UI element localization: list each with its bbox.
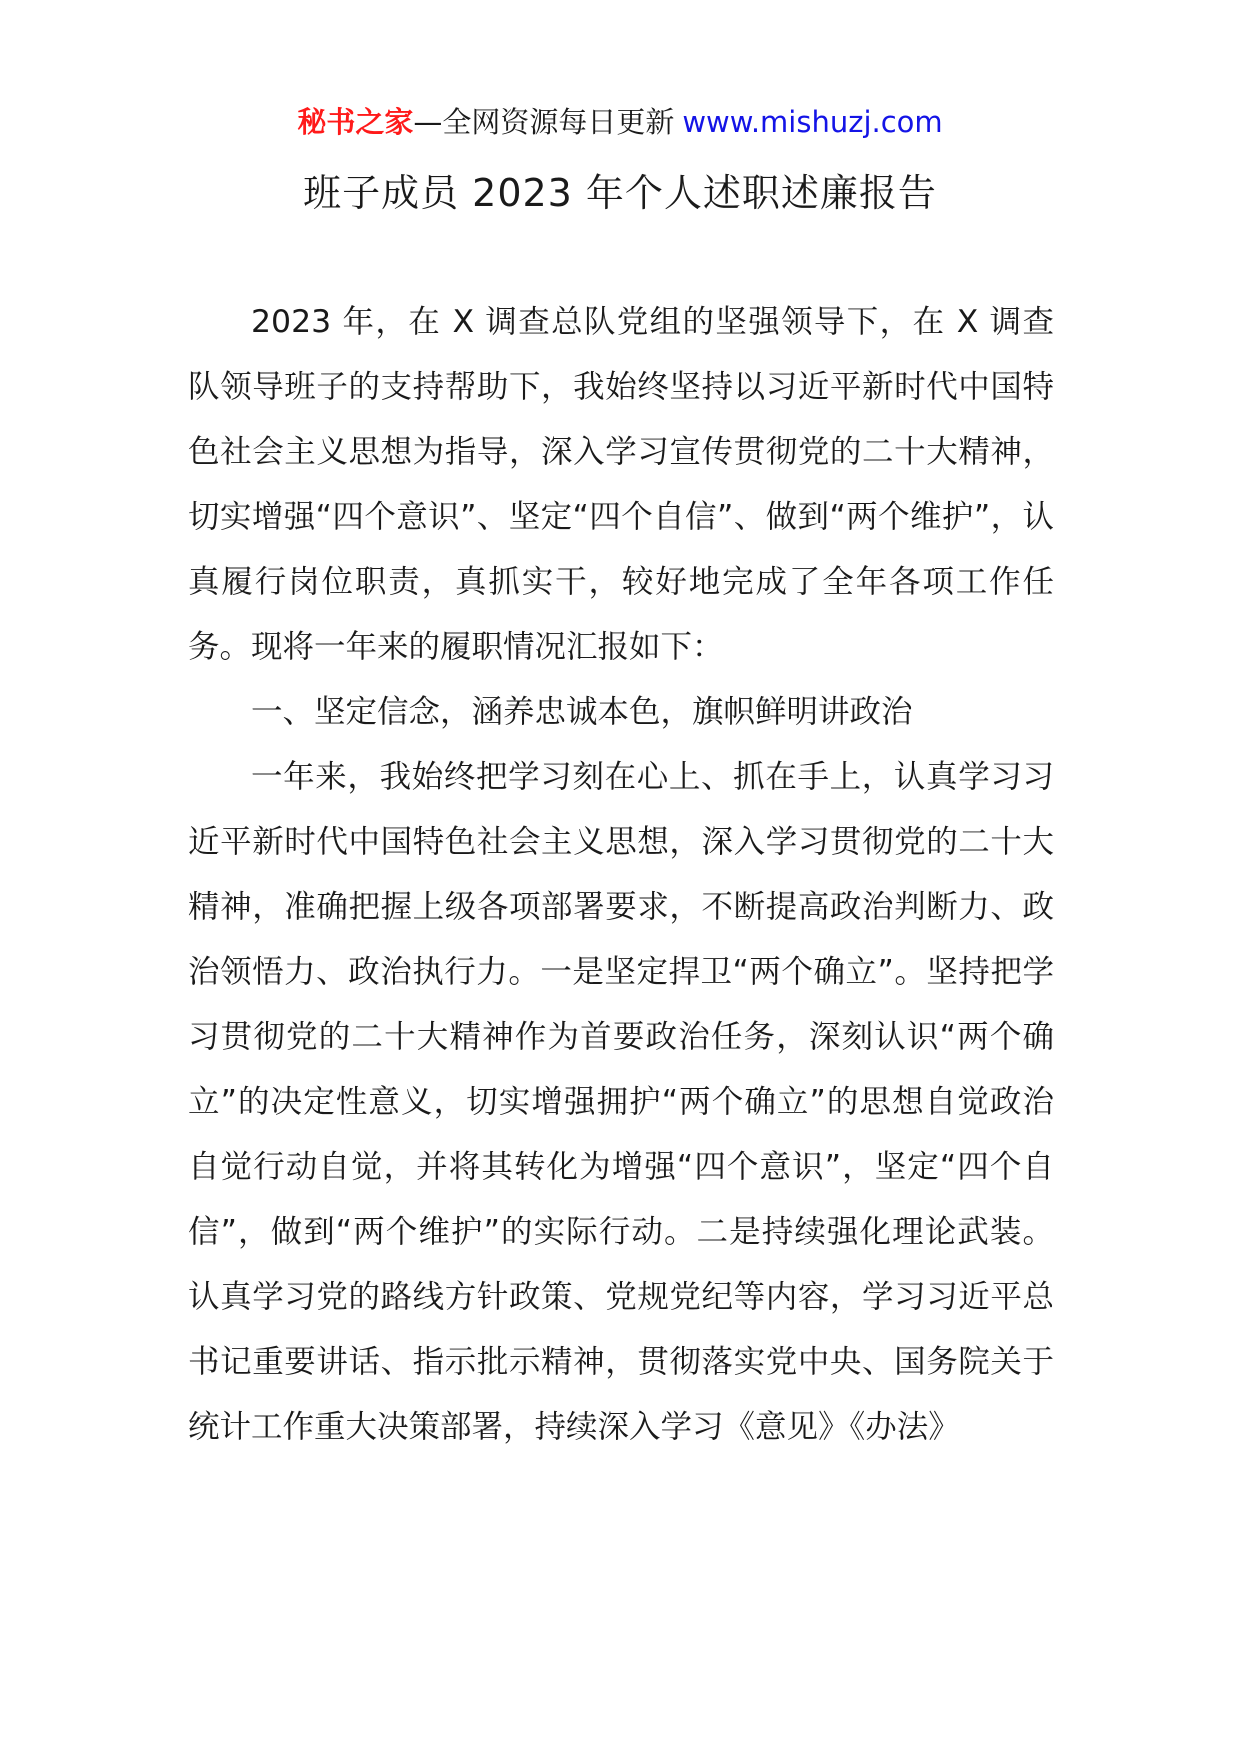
site-url-link[interactable]: www.mishuzj.com: [682, 105, 943, 139]
document-body: [188, 290, 1054, 1460]
brand-name: 秘书之家: [297, 105, 414, 139]
watermark-header: [0, 100, 1240, 144]
header-tagline: —全网资源每日更新: [413, 105, 675, 139]
intro-paragraph: 2023 年，在 X 调查总队党组的坚强领导下，在 X 调查队领导班子的支持帮助下，我始终坚持以习近平新时代中国特色社会主义思想为指导，深入学习宣传贯彻党的二十大精神，切实增强“四个意识”、坚定“四个自信”、做到“两个维护”，认真履行岗位职责，真抓实干，较好地完成了全年各项工作任务。现将一年来的履职情况汇报如下：: [188, 304, 1054, 665]
document-title: 班子成员 2023 年个人述职述廉报告: [303, 171, 937, 215]
section-1-paragraph: 一年来，我始终把学习刻在心上、抓在手上，认真学习习近平新时代中国特色社会主义思想，深入学习贯彻党的二十大精神，准确把握上级各项部署要求，不断提高政治判断力、政治领悟力、政治执行力。一是坚定捍卫“两个确立”。坚持把学习贯彻党的二十大精神作为首要政治任务，深刻认识“两个确立”的决定性意义，切实增强拥护“两个确立”的思想自觉政治自觉行动自觉，并将其转化为增强“四个意识”，坚定“四个自信”，做到“两个维护”的实际行动。二是持续强化理论武装。认真学习党的路线方针政策、党规党纪等内容，学习习近平总书记重要讲话、指示批示精神，贯彻落实党中央、国务院关于统计工作重大决策部署，持续深入学习《意见》《办法》: [188, 759, 1054, 1445]
section-heading-1: 一、坚定信念，涵养忠诚本色，旗帜鲜明讲政治: [251, 694, 913, 730]
